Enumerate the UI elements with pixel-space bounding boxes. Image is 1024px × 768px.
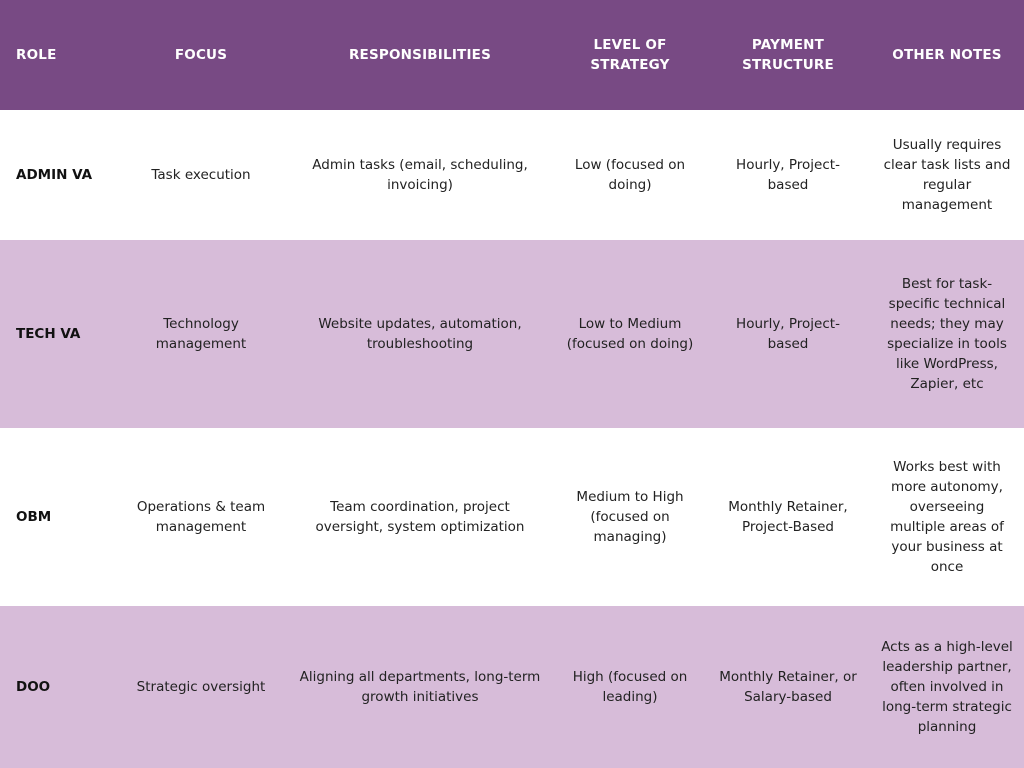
header-responsibilities: RESPONSIBILITIES — [348, 47, 492, 63]
role-cell: OBM — [16, 509, 52, 525]
header-level-of-strategy: LEVEL OF STRATEGY — [590, 37, 670, 73]
payment-cell: Hourly, Project-based — [736, 157, 840, 193]
responsibilities-cell: Admin tasks (email, scheduling, invoicing) — [312, 157, 528, 193]
focus-cell: Task execution — [151, 167, 251, 183]
focus-cell: Operations & team management — [136, 499, 266, 535]
focus-cell: Strategic oversight — [136, 679, 266, 695]
table-row — [0, 240, 1024, 428]
responsibilities-cell: Website updates, automation, troubleshooting — [318, 316, 522, 352]
header-other-notes: OTHER NOTES — [892, 47, 1002, 63]
notes-cell: Acts as a high-level leadership partner, often involved in long-term strategic planning — [881, 639, 1013, 735]
responsibilities-cell: Team coordination, project oversight, system optimization — [315, 499, 525, 535]
notes-cell: Works best with more autonomy, overseeing multiple areas of your business at once — [890, 459, 1004, 575]
payment-cell: Hourly, Project-based — [736, 316, 840, 352]
payment-cell: Monthly Retainer, or Salary-based — [719, 669, 857, 705]
header-row — [0, 0, 1024, 110]
role-cell: DOO — [16, 679, 51, 695]
header-role: ROLE — [16, 47, 57, 63]
table-row — [0, 428, 1024, 606]
level-cell: High (focused on leading) — [572, 669, 688, 705]
payment-cell: Monthly Retainer, Project-Based — [728, 499, 848, 535]
header-payment-structure: PAYMENT STRUCTURE — [742, 37, 834, 73]
table-row — [0, 606, 1024, 768]
level-cell: Low to Medium (focused on doing) — [566, 316, 694, 352]
table-row — [0, 110, 1024, 240]
header-focus: FOCUS — [174, 47, 228, 63]
role-cell: TECH VA — [16, 326, 81, 342]
table-body — [0, 110, 1024, 768]
level-cell: Medium to High (focused on managing) — [576, 489, 684, 545]
table-header — [0, 0, 1024, 110]
role-cell: ADMIN VA — [16, 167, 93, 183]
responsibilities-cell: Aligning all departments, long-term growth initiatives — [299, 669, 541, 705]
level-cell: Low (focused on doing) — [574, 157, 686, 193]
focus-cell: Technology management — [155, 316, 247, 352]
notes-cell: Usually requires clear task lists and regular management — [883, 137, 1011, 213]
notes-cell: Best for task-specific technical needs; they may specialize in tools like WordPress, Zapier, etc — [887, 276, 1007, 392]
